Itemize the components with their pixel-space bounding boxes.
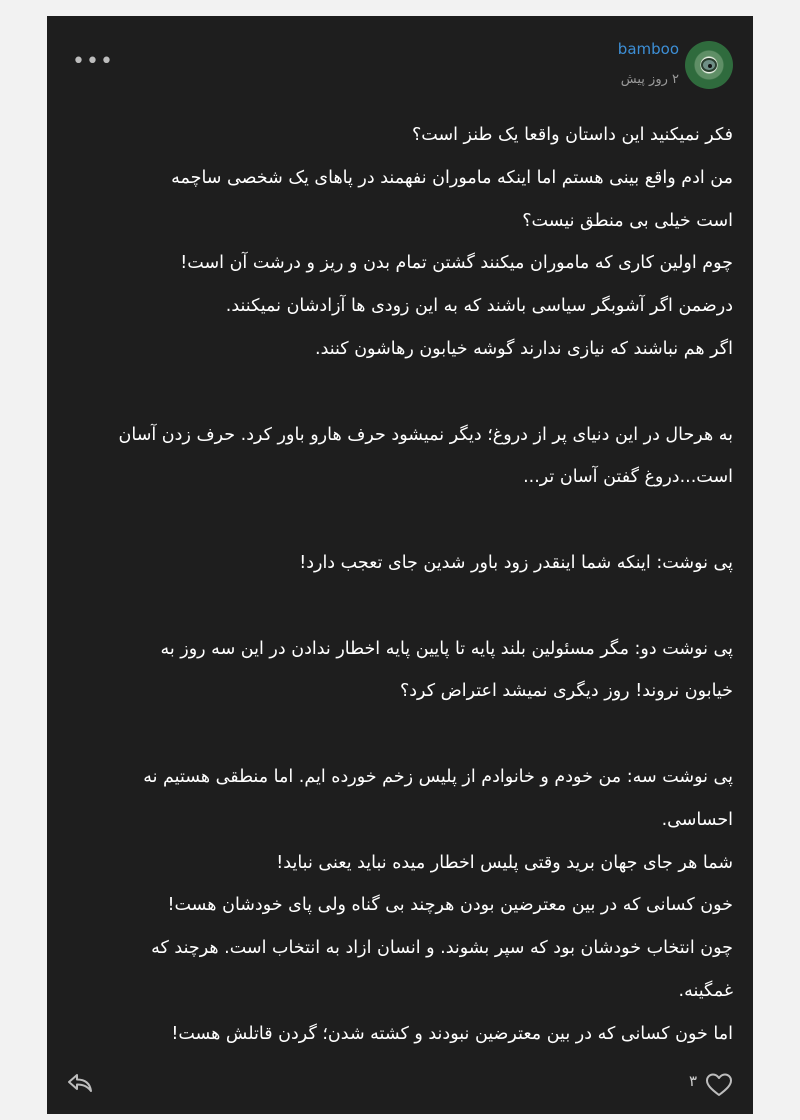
heart-icon[interactable] <box>705 1072 733 1098</box>
comment-line: شما هر جای جهان برید وقتی پلیس اخطار میده نباید یعنی نباید! <box>276 852 733 873</box>
comment-line: اما خون کسانی که در بین معترضین نبودند و کشته شدن؛ گردن قاتلش هست! <box>171 1023 733 1044</box>
paragraph-spacer <box>67 713 733 756</box>
comment-line: خون کسانی که در بین معترضین بودن هرچند بی گناه ولی پای خودشان هست! <box>167 895 733 916</box>
paragraph-spacer <box>67 371 733 414</box>
paragraph-spacer <box>67 585 733 628</box>
comment-line: غمگینه. <box>678 980 733 1001</box>
comment-line: پی نوشت دو: مگر مسئولین بلند پایه تا پایین پایه اخطار ندادن در این سه روز به <box>160 638 733 659</box>
username-link[interactable]: bamboo <box>617 40 679 58</box>
like-count: ۳ <box>688 1072 697 1090</box>
comment-body <box>67 114 733 1056</box>
comment-footer <box>47 1054 753 1114</box>
reply-icon[interactable] <box>67 1072 93 1094</box>
comment-line: من ادم واقع بینی هستم اما اینکه ماموران نفهمند در پاهای یک شخصی ساچمه <box>171 167 733 188</box>
comment-line: پی نوشت سه: من خودم و خانوادم از پلیس زخم خورده ایم. اما منطقی هستیم نه <box>143 766 733 787</box>
comment-line: است خیلی بی منطق نیست؟ <box>522 210 733 231</box>
comment-line: احساسی. <box>661 809 733 830</box>
paragraph-spacer <box>67 499 733 542</box>
comment-line: فکر نمیکنید این داستان واقعا یک طنز است؟ <box>412 125 733 145</box>
comment-header <box>47 16 753 116</box>
timestamp: ۲ روز پیش <box>620 72 679 87</box>
comment-line: خیابون نروند! روز دیگری نمیشد اعتراض کرد؟ <box>399 681 733 702</box>
comment-line: اگر هم نباشند که نیازی ندارند گوشه خیابون رهاشون کنند. <box>315 338 733 359</box>
comment-line: چوم اولین کاری که ماموران میکنند گشتن تمام بدن و ریز و درشت آن است! <box>180 253 733 274</box>
avatar[interactable] <box>685 41 733 89</box>
more-dots-icon[interactable]: ••• <box>72 49 114 74</box>
comment-line: چون انتخاب خودشان بود که سپر بشوند. و انسان ازاد به انتخاب است. هرچند که <box>151 938 733 959</box>
comment-line: پی نوشت: اینکه شما اینقدر زود باور شدین جای تعجب دارد! <box>299 552 733 573</box>
avatar-eye-icon <box>701 58 717 72</box>
comment-line: است...دروغ گفتن آسان تر... <box>523 467 733 488</box>
comment-card <box>47 16 753 1114</box>
comment-line: درضمن اگر آشوبگر سیاسی باشند که به این زودی ها آزادشان نمیکنند. <box>225 296 733 317</box>
comment-line: به هرحال در این دنیای پر از دروغ؛ دیگر نمیشود حرف هارو باور کرد. حرف زدن آسان <box>118 424 733 445</box>
